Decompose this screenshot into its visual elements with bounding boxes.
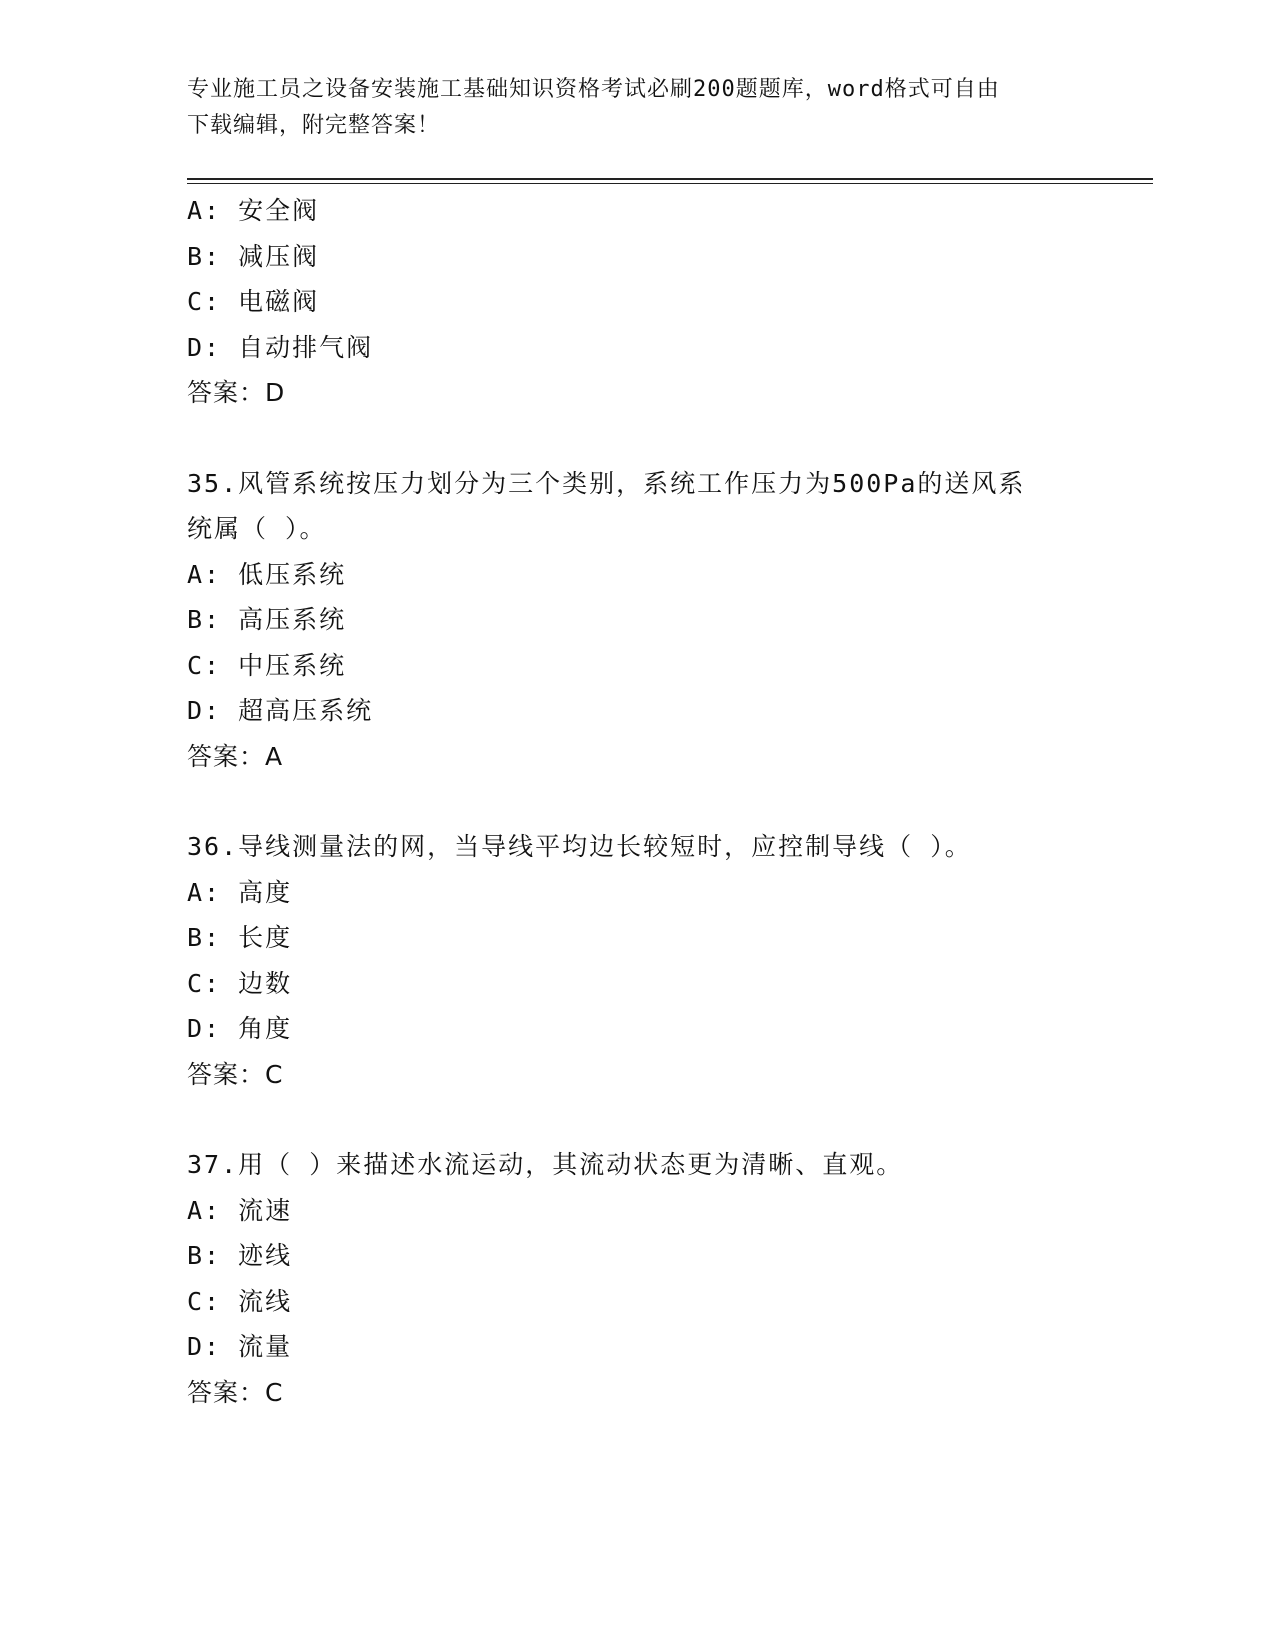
- option-d: D: 流量: [187, 1332, 293, 1361]
- option-c: C: 流线: [187, 1286, 293, 1316]
- header-rule-thin: [187, 183, 1153, 184]
- question-35: [187, 461, 1087, 780]
- question-text-line-1: 37.用（ ）来描述水流运动，其流动状态更为清晰、直观。: [187, 1150, 904, 1179]
- option-b: B: 减压阀: [187, 241, 320, 271]
- option-b: B: 高压系统: [187, 605, 347, 634]
- question-34: [187, 188, 1087, 416]
- answer: 答案：C: [187, 1059, 284, 1089]
- option-d: D: 自动排气阀: [187, 332, 374, 362]
- answer: 答案：A: [187, 741, 284, 771]
- option-b: B: 迹线: [187, 1241, 293, 1270]
- header-rule-thick: [187, 178, 1153, 180]
- option-a: A: 高度: [187, 877, 293, 907]
- header-line-2: 下载编辑，附完整答案！: [187, 113, 441, 138]
- question-list: [187, 188, 1087, 1415]
- question-text-line-1: 36.导线测量法的网，当导线平均边长较短时，应控制导线（ ）。: [187, 832, 972, 861]
- answer: 答案：D: [187, 378, 286, 407]
- document-header: [187, 72, 1067, 144]
- question-36: [187, 824, 1087, 1097]
- option-a: A: 安全阀: [187, 196, 320, 225]
- question-text-line-2: 统属（ ）。: [187, 514, 327, 543]
- question-text-line-1: 35.风管系统按压力划分为三个类别，系统工作压力为500Pa的送风系: [187, 468, 1026, 498]
- option-d: D: 角度: [187, 1014, 293, 1043]
- option-d: D: 超高压系统: [187, 696, 374, 725]
- option-c: C: 边数: [187, 968, 293, 998]
- answer: 答案：C: [187, 1377, 284, 1407]
- header-line-1: 专业施工员之设备安装施工基础知识资格考试必刷200题题库，word格式可自由: [187, 77, 1000, 102]
- option-c: C: 中压系统: [187, 650, 347, 680]
- option-a: A: 低压系统: [187, 559, 347, 589]
- option-b: B: 长度: [187, 923, 293, 952]
- question-37: [187, 1142, 1087, 1415]
- option-a: A: 流速: [187, 1195, 293, 1225]
- option-c: C: 电磁阀: [187, 287, 320, 316]
